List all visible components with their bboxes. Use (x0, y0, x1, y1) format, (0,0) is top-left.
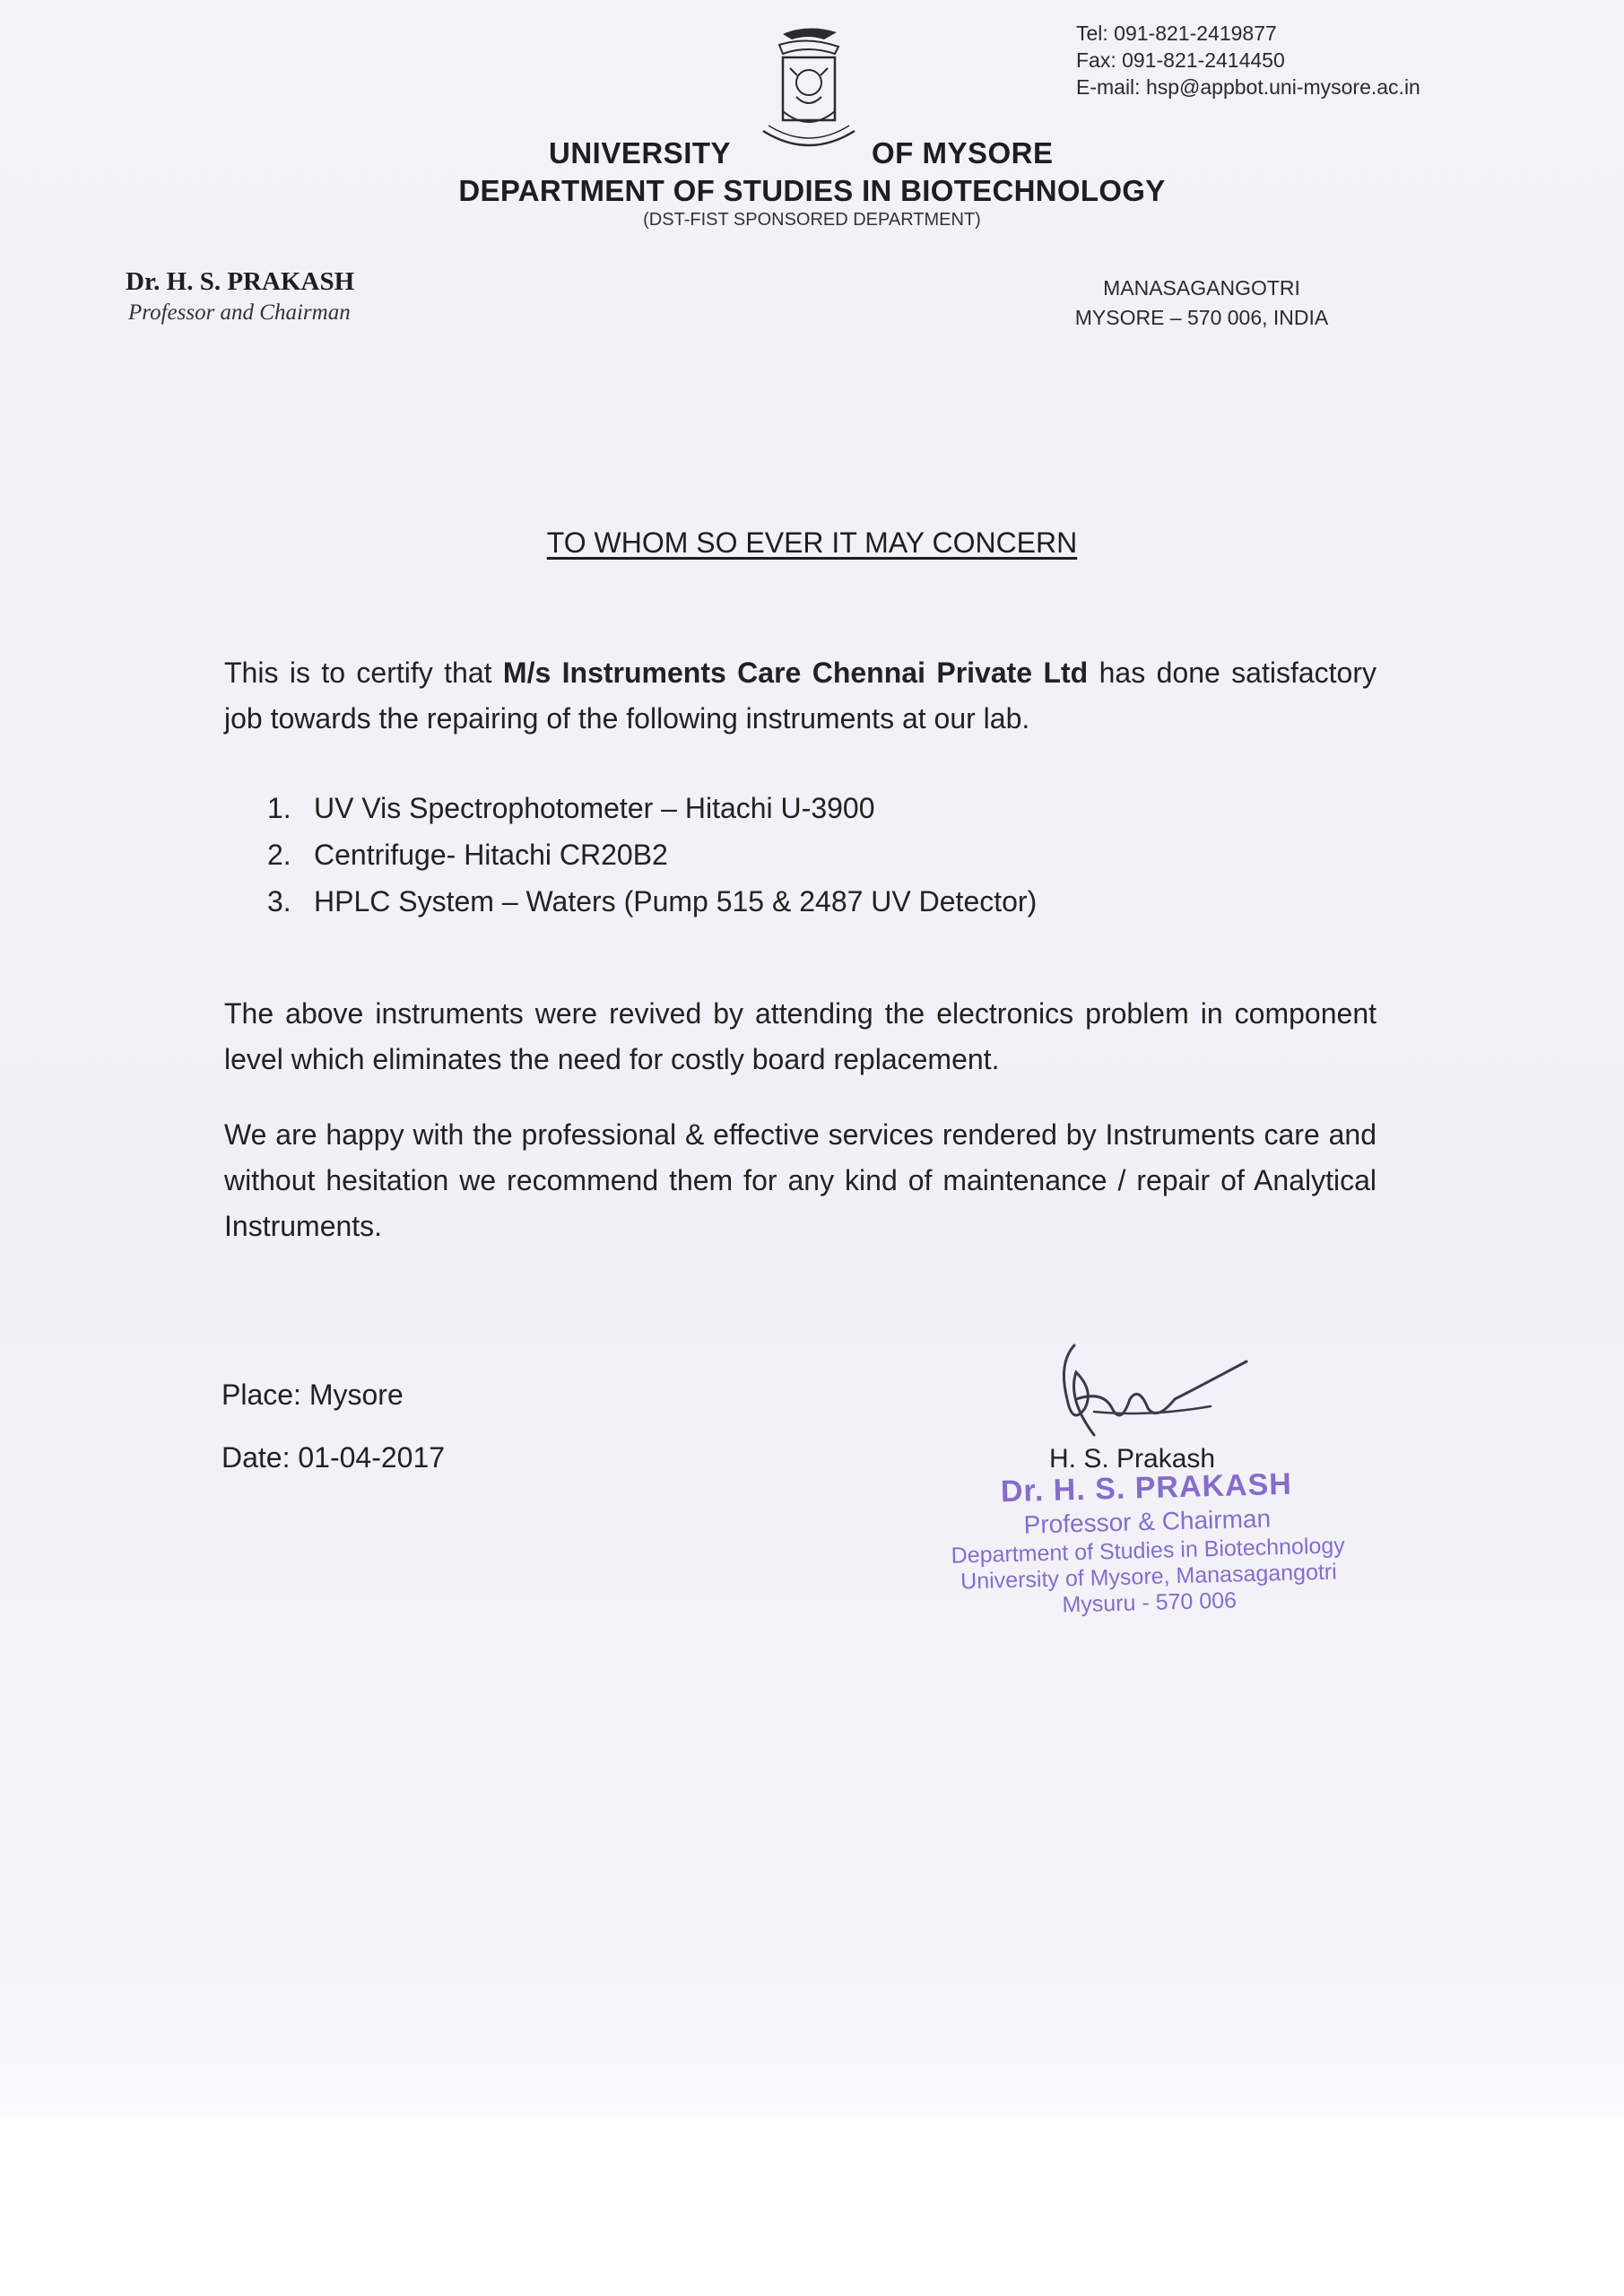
stamp-name: Dr. H. S. PRAKASH (1000, 1466, 1293, 1509)
address-block (1031, 274, 1372, 333)
certify-paragraph (224, 650, 1376, 742)
university-name-right: OF MYSORE (872, 136, 1054, 170)
university-crest-icon (756, 25, 862, 160)
stamp-title: Professor & Chairman (1023, 1504, 1272, 1539)
signer-name: H. S. Prakash (1049, 1444, 1216, 1474)
stamp-city: Mysuru - 570 006 (1062, 1587, 1238, 1618)
contact-block (1076, 20, 1420, 100)
list-number: 1. (267, 792, 291, 824)
instrument-list (267, 785, 1037, 925)
official-stamp (931, 1465, 1365, 1622)
address-line-2: MYSORE – 570 006, INDIA (1074, 306, 1329, 329)
instrument-name: HPLC System – Waters (Pump 515 & 2487 UV Detector) (314, 885, 1038, 918)
signature-icon (1040, 1336, 1264, 1453)
list-item (267, 785, 1037, 831)
recommendation-paragraph: We are happy with the professional & effective services rendered by Instruments care and without hesitation we recommend them for any kind of maintenance / repair of Analytical Instruments. (224, 1118, 1376, 1242)
stamp-university: University of Mysore, Manasagangotri (960, 1559, 1338, 1595)
list-item (267, 878, 1037, 925)
contact-email: E-mail: hsp@appbot.uni-mysore.ac.in (1076, 75, 1420, 99)
sender-role: Professor and Chairman (128, 300, 351, 325)
instrument-name: Centrifuge- Hitachi CR20B2 (314, 839, 668, 871)
place-line: Place: Mysore (221, 1378, 404, 1411)
list-item (267, 831, 1037, 878)
university-name-left: UNIVERSITY (549, 136, 732, 170)
contact-tel: Tel: 091-821-2419877 (1076, 22, 1277, 45)
revival-paragraph: The above instruments were revived by attending the electronics problem in component level which eliminates the need for costly board replacement. (224, 997, 1376, 1075)
contact-fax: Fax: 091-821-2414450 (1076, 48, 1285, 72)
address-line-1: MANASAGANGOTRI (1103, 276, 1300, 300)
sender-name: Dr. H. S. PRAKASH (126, 267, 355, 296)
department-name: DEPARTMENT OF STUDIES IN BIOTECHNOLOGY (458, 174, 1166, 207)
list-number: 3. (267, 885, 291, 918)
list-number: 2. (267, 839, 291, 871)
sponsor-note: (DST-FIST SPONSORED DEPARTMENT) (643, 210, 981, 230)
company-name: M/s Instruments Care Chennai Private Ltd (502, 657, 1089, 689)
certify-text-start: This is to certify that (224, 657, 503, 689)
letter-subject: TO WHOM SO EVER IT MAY CONCERN (546, 526, 1078, 559)
certify-text-end: has done satisfactory job towards the repairing of the following instruments at our lab. (224, 657, 1377, 735)
date-line: Date: 01-04-2017 (221, 1441, 446, 1474)
stamp-department: Department of Studies in Biotechnology (951, 1533, 1346, 1569)
instrument-name: UV Vis Spectrophotometer – Hitachi U-3900 (314, 792, 875, 824)
